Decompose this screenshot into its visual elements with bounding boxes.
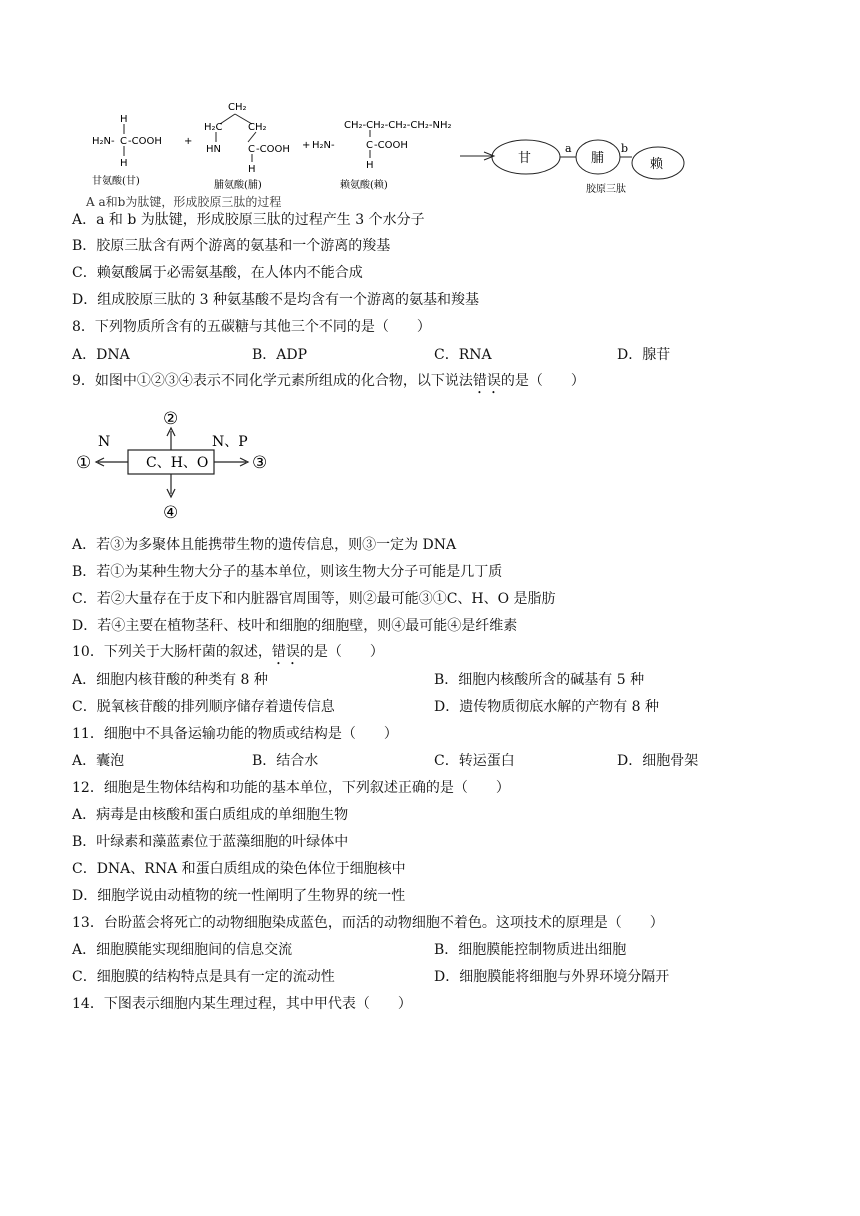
q11-option-d: D．细胞骨架 bbox=[617, 753, 699, 769]
q10-option-c: C．脱氧核苷酸的排列顺序储存着遗传信息 bbox=[72, 699, 335, 715]
compound-4-label: ④ bbox=[163, 503, 179, 523]
lysine-label: 赖氨酸(赖) bbox=[340, 180, 388, 191]
q12-option-c: C．DNA、RNA 和蛋白质组成的染色体位于细胞核中 bbox=[72, 861, 406, 877]
q11-option-a: A．囊泡 bbox=[72, 753, 125, 769]
pro-carbon: C bbox=[248, 144, 255, 155]
pro-h2c: H₂C bbox=[204, 122, 223, 133]
q13-option-d: D．细胞膜能将细胞与外界环境分隔开 bbox=[434, 969, 670, 985]
q13-option-a: A．细胞膜能实现细胞间的信息交流 bbox=[72, 942, 293, 958]
pro-h-bottom: H bbox=[248, 164, 256, 175]
q9-stem-tail: 的是（ ） bbox=[500, 373, 585, 389]
gly-carboxyl: -COOH bbox=[128, 136, 162, 147]
bond-b-label: b bbox=[621, 142, 629, 155]
tripeptide-formation-figure bbox=[80, 92, 700, 210]
right-element-label: N、P bbox=[212, 434, 248, 450]
q7-option-d: D．组成胶原三肽的 3 种氨基酸不是均含有一个游离的氨基和羧基 bbox=[72, 292, 480, 308]
pro-ch2-right: CH₂ bbox=[248, 122, 267, 133]
q11-option-c: C．转运蛋白 bbox=[434, 753, 515, 769]
q13-option-b: B．细胞膜能控制物质进出细胞 bbox=[434, 942, 627, 958]
tripeptide-label: 胶原三肽 bbox=[586, 184, 626, 195]
element-compound-diagram bbox=[74, 406, 284, 524]
q9-option-a: A．若③为多聚体且能携带生物的遗传信息，则③一定为 DNA bbox=[72, 537, 457, 553]
q7-option-b: B．胶原三肽含有两个游离的氨基和一个游离的羧基 bbox=[72, 238, 391, 254]
bond-a-label: a bbox=[565, 142, 572, 155]
q13-stem: 13．台盼蓝会将死亡的动物细胞染成蓝色，而活的动物细胞不着色。这项技术的原理是（ ） bbox=[72, 915, 664, 931]
compound-3-label: ③ bbox=[252, 453, 268, 473]
cho-box-label: C、H、O bbox=[146, 455, 209, 471]
q9-option-d: D．若④主要在植物茎秆、枝叶和细胞的细胞壁，则④最可能④是纤维素 bbox=[72, 618, 518, 634]
q9-option-b: B．若①为某种生物大分子的基本单位，则该生物大分子可能是几丁质 bbox=[72, 564, 503, 580]
q8-option-a: A．DNA bbox=[72, 347, 130, 363]
plus-sign-2: + bbox=[302, 140, 311, 151]
q10-option-d: D．遗传物质彻底水解的产物有 8 种 bbox=[434, 699, 660, 715]
q10-stem-tail: 的是（ ） bbox=[299, 644, 384, 660]
lys-side-chain: CH₂-CH₂-CH₂-CH₂-NH₂ bbox=[344, 120, 452, 131]
q7-option-c: C．赖氨酸属于必需氨基酸，在人体内不能合成 bbox=[72, 265, 363, 281]
q12-option-a: A．病毒是由核酸和蛋白质组成的单细胞生物 bbox=[72, 807, 349, 823]
node-lys: 赖 bbox=[650, 157, 664, 172]
gly-amino: H₂N- bbox=[92, 136, 115, 147]
pro-carboxyl: -COOH bbox=[256, 144, 290, 155]
left-element-label: N bbox=[98, 434, 111, 450]
gly-carbon: C bbox=[120, 136, 127, 147]
plus-sign-1: + bbox=[184, 136, 193, 147]
q7-option-a: A．a 和 b 为肽键，形成胶原三肽的过程产生 3 个水分子 bbox=[72, 212, 425, 228]
q9-stem bbox=[72, 372, 585, 397]
glycine-label: 甘氨酸(甘) bbox=[92, 176, 140, 187]
q10-option-a: A．细胞内核苷酸的种类有 8 种 bbox=[72, 672, 268, 688]
q12-option-d: D．细胞学说由动植物的统一性阐明了生物界的统一性 bbox=[72, 888, 406, 904]
q8-option-d: D．腺苷 bbox=[617, 347, 671, 363]
lys-amino: H₂N- bbox=[312, 140, 335, 151]
q10-stem-emphasis: 错误 bbox=[271, 644, 300, 660]
q9-stem-emphasis: 错误 bbox=[472, 373, 501, 389]
q13-option-c: C．细胞膜的结构特点是具有一定的流动性 bbox=[72, 969, 335, 985]
node-pro: 脯 bbox=[591, 151, 605, 166]
node-gly: 甘 bbox=[518, 151, 532, 166]
pro-ch2-top: CH₂ bbox=[228, 102, 247, 113]
q9-option-c: C．若②大量存在于皮下和内脏器官周围等，则②最可能③①C、H、O 是脂肪 bbox=[72, 591, 556, 607]
q8-stem: 8．下列物质所含有的五碳糖与其他三个不同的是（ ） bbox=[72, 319, 431, 335]
q10-stem bbox=[72, 643, 384, 668]
q9-stem-text: 9．如图中①②③④表示不同化学元素所组成的化合物，以下说法 bbox=[72, 373, 473, 389]
q8-option-b: B．ADP bbox=[252, 347, 308, 363]
q11-stem: 11．细胞中不具备运输功能的物质或结构是（ ） bbox=[72, 726, 398, 742]
q12-stem: 12．细胞是生物体结构和功能的基本单位，下列叙述正确的是（ ） bbox=[72, 780, 510, 796]
proline-label: 脯氨酸(脯) bbox=[214, 180, 262, 191]
figure-cutoff-text: A a和b为肽键，形成胶原三肽的过程 bbox=[86, 195, 282, 209]
q8-option-c: C．RNA bbox=[434, 347, 492, 363]
q10-stem-text: 10．下列关于大肠杆菌的叙述， bbox=[72, 644, 272, 660]
q11-option-b: B．结合水 bbox=[252, 753, 319, 769]
q14-stem: 14．下图表示细胞内某生理过程，其中甲代表（ ） bbox=[72, 996, 412, 1012]
gly-h-bottom: H bbox=[120, 158, 128, 169]
lys-carbon: C bbox=[366, 140, 373, 151]
q12-option-b: B．叶绿素和藻蓝素位于蓝藻细胞的叶绿体中 bbox=[72, 834, 349, 850]
lys-carboxyl: -COOH bbox=[374, 140, 408, 151]
compound-2-label: ② bbox=[163, 409, 179, 429]
lys-h-bottom: H bbox=[366, 160, 374, 171]
pro-hn: HN bbox=[206, 144, 221, 155]
gly-h-top: H bbox=[120, 114, 128, 125]
q10-option-b: B．细胞内核酸所含的碱基有 5 种 bbox=[434, 672, 645, 688]
compound-1-label: ① bbox=[76, 453, 92, 473]
